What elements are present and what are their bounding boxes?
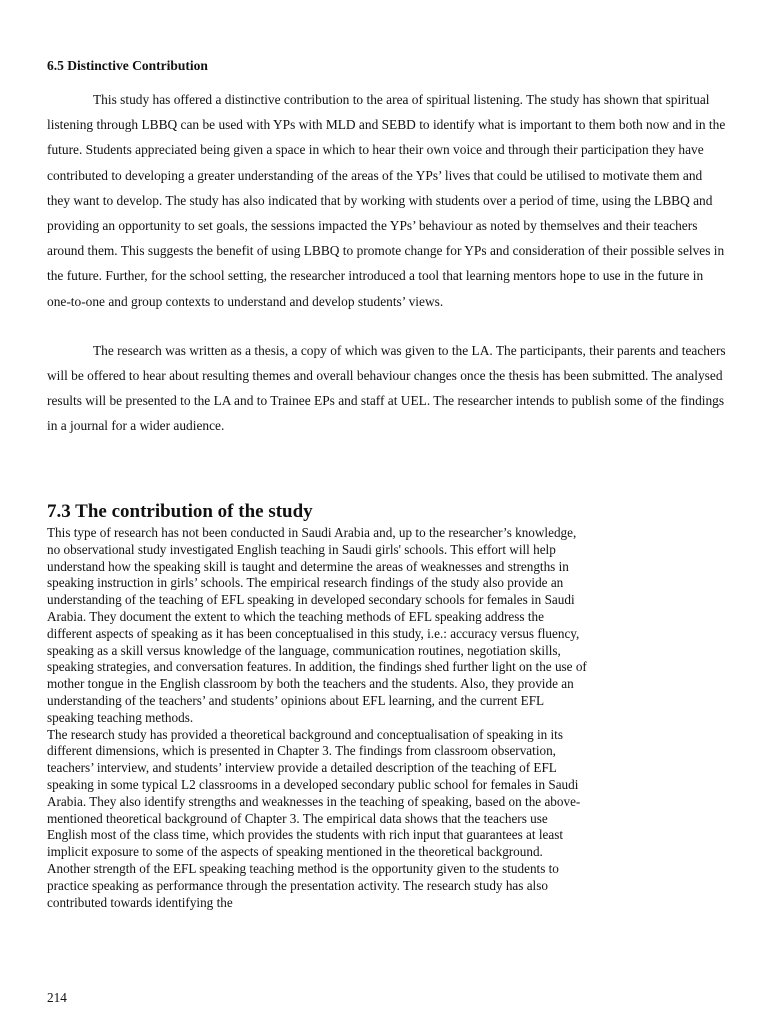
paragraph: This type of research has not been conducted in Saudi Arabia and, up to the researcher’s knowledge, no observational study investigated English teaching in Saudi girls' schools. This effort will help understand how the speaking skill is taught and determine the areas of weaknesses and strengths in speaking instruction in girls’ schools. The empirical research findings of the study also provide an understanding of the teaching of EFL speaking in developed secondary schools for females in Saudi Arabia. They document the extent to which the teaching methods of EFL speaking address the different aspects of speaking as it has been conceptualised in this study, i.e.: accuracy versus fluency, speaking as a skill versus knowledge of the language, communication routines, negotiation skills, speaking strategies, and conversation features. In addition, the findings shed further light on the use of mother tongue in the English classroom by both the teachers and the students. Also, they provide an understanding of the teachers’ and students’ opinions about EFL learning, and the current EFL speaking teaching methods. bbox=[47, 525, 587, 725]
paragraph: This study has offered a distinctive contribution to the area of spiritual listening. The study has shown that spiritual listening through LBBQ can be used with YPs with MLD and SEBD to identify what is important to them both now and in the future. Students appreciated being given a space in which to hear their own voice and through their participation they have contributed to developing a greater understanding of the areas of the YPs’ lives that could be utilised to motivate them and they want to develop. The study has also indicated that by working with students over a period of time, using the LBBQ and providing an opportunity to set goals, the sessions impacted the YPs’ behaviour as noted by themselves and their teachers around them. This suggests the benefit of using LBBQ to promote change for YPs and consideration of their possible selves in the future. Further, for the school setting, the researcher introduced a tool that learning mentors hope to use in the future in one-to-one and group contexts to understand and develop students’ views. bbox=[47, 92, 726, 309]
section-heading: 6.5 Distinctive Contribution bbox=[47, 58, 208, 73]
page-number: 214 bbox=[47, 990, 67, 1005]
section-7-3 bbox=[47, 499, 587, 911]
section-heading: 7.3 The contribution of the study bbox=[47, 501, 313, 522]
paragraph: The research study has provided a theoretical background and conceptualisation of speaking in its different dimensions, which is presented in Chapter 3. The findings from classroom observation, teachers’ interview, and students’ interview provide a detailed description of the teaching of EFL speaking in some typical L2 classrooms in a developed secondary public school for females in Saudi Arabia. They also identify strengths and weaknesses in the teaching of speaking, based on the above-mentioned theoretical background of Chapter 3. The empirical data shows that the teachers use English most of the class time, which provides the students with rich input that guarantees at least implicit exposure to some of the aspects of speaking mentioned in the theoretical background. Another strength of the EFL speaking teaching method is the opportunity given to the students to practice speaking as performance through the presentation activity. The research study has also contributed towards identifying the bbox=[47, 726, 581, 910]
section-6-5 bbox=[47, 57, 727, 439]
paragraph: The research was written as a thesis, a copy of which was given to the LA. The participants, their parents and teachers will be offered to hear about resulting themes and overall behaviour changes once the thesis has been submitted. The analysed results will be presented to the LA and to Trainee EPs and staff at UEL. The researcher intends to publish some of the findings in a journal for a wider audience. bbox=[47, 342, 726, 434]
